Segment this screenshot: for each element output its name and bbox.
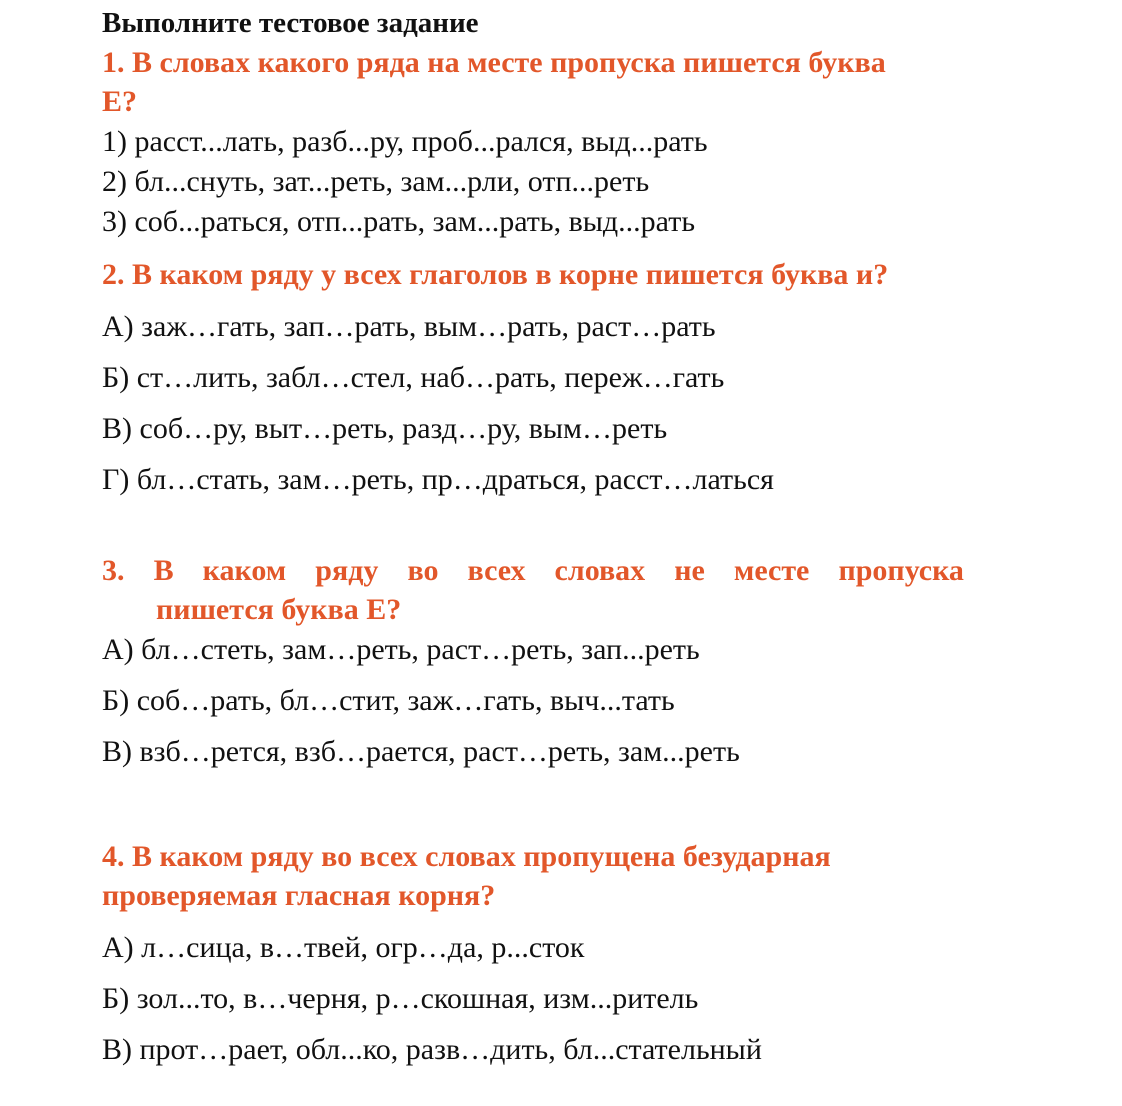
question-3-word: пропуска	[838, 554, 964, 587]
question-2-option-b: Б) ст…лить, забл…стел, наб…рать, переж…гать	[102, 361, 725, 394]
question-1-heading	[102, 43, 886, 121]
question-3-heading	[102, 551, 964, 629]
question-2-option-a: А) заж…гать, зап…рать, вым…рать, раст…рать	[102, 310, 716, 343]
question-1-option-1: 1) расст...лать, разб...ру, проб...рался, выд...рать	[102, 125, 708, 158]
question-3-option-b: Б) соб…рать, бл…стит, заж…гать, выч...тать	[102, 684, 675, 717]
question-3-option-a: А) бл…стеть, зам…реть, раст…реть, зап...реть	[102, 633, 700, 666]
question-3-line-2: пишется буква Е?	[156, 593, 402, 626]
worksheet-title: Выполните тестовое задание	[102, 7, 479, 39]
question-4-option-b: Б) зол...то, в…черня, р…скошная, изм...ритель	[102, 982, 699, 1015]
question-1-line-2: Е?	[102, 85, 138, 118]
question-3-word: 3.	[102, 554, 125, 587]
question-3-word: каком	[202, 554, 287, 587]
question-3-option-v: В) взб…рется, взб…рается, раст…реть, зам...реть	[102, 735, 740, 768]
question-4-line-2: проверяемая гласная корня?	[102, 879, 496, 912]
question-3-word: месте	[733, 554, 810, 587]
question-2-option-v: В) соб…ру, выт…реть, разд…ру, вым…реть	[102, 412, 668, 445]
question-1-option-3: 3) соб...раться, отп...рать, зам...рать, выд...рать	[102, 205, 696, 238]
question-4-heading	[102, 837, 831, 915]
question-3-word: словах	[554, 554, 646, 587]
question-3-word: ряду	[315, 554, 379, 587]
question-2-heading: 2. В каком ряду у всех глаголов в корне пишется буква и?	[102, 258, 889, 291]
question-3-word: В	[153, 554, 174, 587]
question-3-word: не	[674, 554, 705, 587]
question-4-option-a: А) л…сица, в…твей, огр…да, р...сток	[102, 931, 585, 964]
question-1-option-2: 2) бл...снуть, зат...реть, зам...рли, отп...реть	[102, 165, 650, 198]
question-3-word: во	[407, 554, 439, 587]
question-1-line-1: 1. В словах какого ряда на месте пропуска пишется буква	[102, 46, 886, 79]
question-4-option-v: В) прот…рает, обл...ко, разв…дить, бл...стательный	[102, 1033, 762, 1066]
question-3-line-1	[102, 551, 964, 590]
question-4-line-1: 4. В каком ряду во всех словах пропущена безударная	[102, 840, 831, 873]
question-3-word: всех	[467, 554, 526, 587]
question-2-option-g: Г) бл…стать, зам…реть, пр…драться, расст…латься	[102, 463, 774, 496]
